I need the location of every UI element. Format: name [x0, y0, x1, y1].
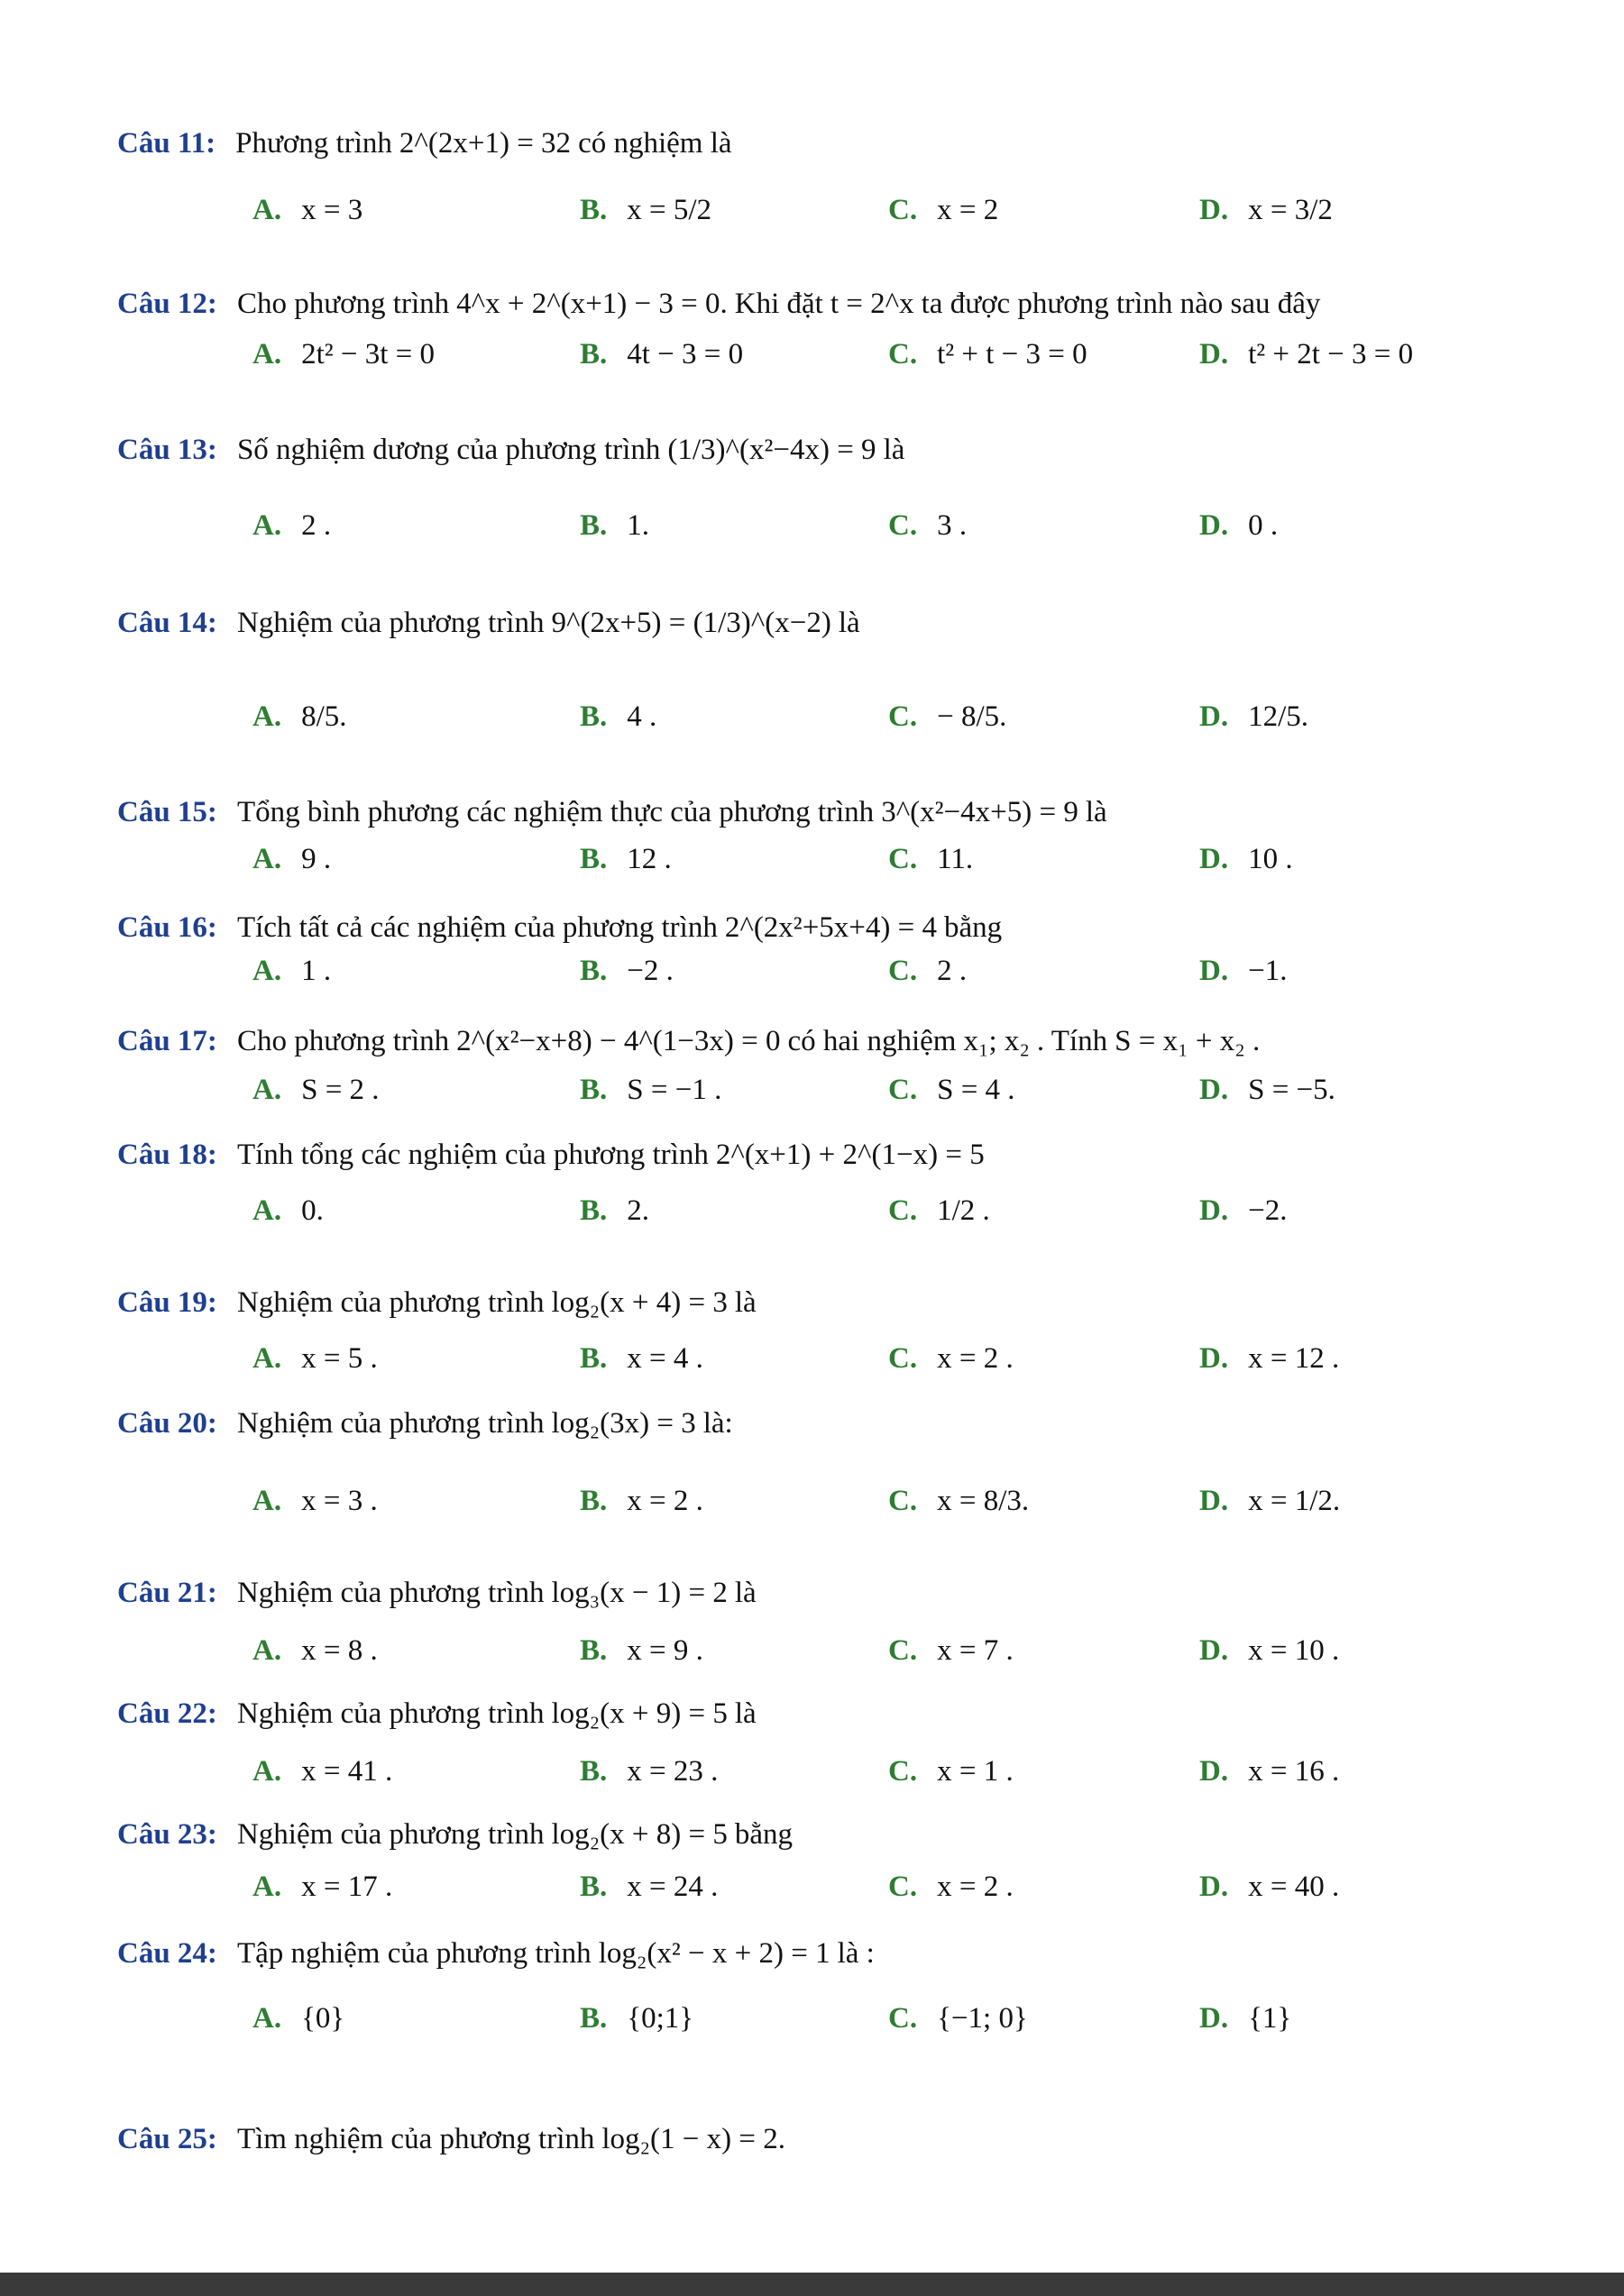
option-a[interactable] — [252, 939, 338, 1002]
option-label: A. — [252, 1073, 282, 1106]
option-b[interactable] — [580, 685, 664, 748]
question-label: Câu 25: — [117, 2122, 217, 2155]
option-a[interactable] — [252, 1855, 399, 1918]
option-label: D. — [1199, 1341, 1229, 1375]
option-value: − 8/5. — [937, 700, 1007, 733]
option-value: x = 3 . — [301, 1484, 378, 1517]
equation: 9^(2x+5) = (1/3)^(x−2) — [551, 606, 831, 639]
option-label: C. — [888, 954, 918, 987]
stem-text: Nghiệm của phương trình — [236, 1406, 545, 1440]
option-value: 2t² − 3t = 0 — [301, 337, 436, 370]
equation: 3^(x²−4x+5) = 9 — [881, 795, 1078, 828]
option-label: B. — [580, 954, 608, 987]
option-label: D. — [1199, 700, 1229, 733]
option-a[interactable] — [252, 1179, 331, 1242]
option-value: x = 8 . — [301, 1633, 378, 1667]
option-label: C. — [888, 2001, 918, 2035]
option-d[interactable] — [1199, 939, 1294, 1002]
option-b[interactable] — [580, 323, 750, 386]
option-b[interactable] — [580, 1619, 711, 1682]
option-label: C. — [888, 1194, 918, 1227]
option-a[interactable] — [252, 1058, 387, 1121]
option-value: x = 7 . — [937, 1633, 1014, 1667]
option-label: D. — [1199, 193, 1229, 226]
stem-text: là: — [702, 1406, 733, 1440]
option-value: x = 23 . — [627, 1754, 719, 1788]
option-c[interactable] — [888, 494, 974, 557]
option-c[interactable] — [888, 1469, 1036, 1532]
stem-text: là — [838, 606, 860, 639]
option-c[interactable] — [888, 1327, 1021, 1390]
option-label: B. — [580, 842, 608, 875]
option-d[interactable] — [1199, 1855, 1346, 1918]
option-value: x = 40 . — [1248, 1870, 1340, 1903]
option-label: D. — [1199, 1484, 1229, 1517]
stem-text: Cho phương trình — [236, 287, 450, 320]
stem-text: Nghiệm của phương trình — [236, 1285, 545, 1319]
options-row — [0, 1619, 1624, 1682]
option-value: 12/5. — [1248, 700, 1309, 733]
option-d[interactable] — [1199, 178, 1340, 242]
stem-text: Tính tổng các nghiệm của phương trình — [236, 1138, 709, 1171]
option-label: A. — [252, 1341, 282, 1375]
option-value: 8/5. — [301, 700, 347, 733]
option-value: 1 . — [301, 954, 332, 987]
equation: t = 2^x — [830, 287, 914, 320]
options-row — [0, 1179, 1624, 1242]
equation: log₂(x + 9) = 5 — [551, 1697, 728, 1730]
option-value: 11. — [937, 842, 974, 875]
option-label: B. — [580, 1194, 608, 1227]
option-value: −2 . — [627, 954, 674, 987]
option-b[interactable] — [580, 1058, 729, 1121]
option-label: C. — [888, 1484, 918, 1517]
option-label: D. — [1199, 337, 1229, 370]
option-label: C. — [888, 193, 918, 226]
option-c[interactable] — [888, 828, 980, 891]
option-value: x = 2 — [937, 193, 999, 226]
stem-text: Tích tất cả các nghiệm của phương trình — [236, 910, 718, 944]
option-value: S = −1 . — [627, 1073, 722, 1106]
options-row — [0, 1327, 1624, 1390]
stem-text: Nghiệm của phương trình — [236, 1697, 545, 1730]
question-stem — [117, 591, 860, 654]
option-value: S = 2 . — [301, 1073, 380, 1106]
option-label: A. — [252, 2001, 282, 2035]
option-d[interactable] — [1199, 1987, 1298, 2050]
option-d[interactable] — [1199, 494, 1285, 557]
option-d[interactable] — [1199, 1179, 1294, 1242]
option-a[interactable] — [252, 685, 354, 748]
option-c[interactable] — [888, 1987, 1035, 2050]
option-value: 0 . — [1248, 508, 1279, 542]
equation: 2^(x²−x+8) − 4^(1−3x) = 0 — [456, 1024, 781, 1057]
equation: 4^x + 2^(x+1) − 3 = 0. — [456, 287, 728, 320]
option-value: x = 24 . — [627, 1870, 719, 1903]
option-b[interactable] — [580, 494, 656, 557]
question-14 — [0, 591, 1624, 654]
option-value: x = 2 . — [627, 1484, 703, 1517]
option-label: A. — [252, 337, 282, 370]
option-label: D. — [1199, 508, 1229, 542]
stem-text: Tập nghiệm của phương trình — [236, 1936, 592, 1970]
option-value: x = 2 . — [937, 1341, 1014, 1375]
option-value: x = 3 — [301, 193, 363, 226]
options-row — [0, 828, 1624, 891]
option-c[interactable] — [888, 1058, 1023, 1121]
option-b[interactable] — [580, 1987, 701, 2050]
option-label: B. — [580, 1073, 608, 1106]
option-label: A. — [252, 1194, 282, 1227]
option-label: A. — [252, 1870, 282, 1903]
stem-text: Nghiệm của phương trình — [236, 606, 545, 639]
stem-text: bằng — [734, 1817, 793, 1851]
option-d[interactable] — [1199, 1058, 1343, 1121]
option-value: t² + t − 3 = 0 — [937, 337, 1087, 370]
option-label: C. — [888, 1073, 918, 1106]
option-b[interactable] — [580, 828, 679, 891]
option-value: {−1; 0} — [937, 2001, 1028, 2035]
equation: log₂(1 − x) = 2. — [601, 2122, 785, 2155]
option-label: D. — [1199, 1073, 1229, 1106]
question-stem — [117, 1392, 733, 1455]
options-row — [0, 939, 1624, 1002]
question-label: Câu 19: — [117, 1285, 217, 1319]
stem-text: là — [734, 1576, 757, 1609]
option-value: x = 16 . — [1248, 1754, 1340, 1788]
option-c[interactable] — [888, 1179, 997, 1242]
options-row — [0, 1740, 1624, 1803]
option-value: 2 . — [301, 508, 332, 542]
option-d[interactable] — [1199, 828, 1300, 891]
options-row — [0, 178, 1624, 242]
option-c[interactable] — [888, 178, 1005, 242]
options-row — [0, 1855, 1624, 1918]
option-label: B. — [580, 1341, 608, 1375]
option-label: D. — [1199, 842, 1229, 875]
option-label: A. — [252, 842, 282, 875]
option-value: 1. — [627, 508, 650, 542]
options-row — [0, 1469, 1624, 1532]
option-value: x = 2 . — [937, 1870, 1014, 1903]
option-a[interactable] — [252, 1987, 352, 2050]
option-b[interactable] — [580, 939, 681, 1002]
option-value: x = 9 . — [627, 1633, 703, 1667]
options-row — [0, 494, 1624, 557]
option-a[interactable] — [252, 323, 442, 386]
option-a[interactable] — [252, 178, 370, 242]
option-label: D. — [1199, 2001, 1229, 2035]
stem-text: Tổng bình phương các nghiệm thực của phương trình — [236, 795, 875, 828]
question-label: Câu 15: — [117, 795, 217, 828]
option-value: x = 5/2 — [627, 193, 712, 226]
option-label: A. — [252, 954, 282, 987]
question-label: Câu 22: — [117, 1697, 217, 1730]
stem-text: là — [1085, 795, 1107, 828]
equation: S = x₁ + x₂ . — [1115, 1024, 1261, 1057]
equation: 2^(2x+1) = 32 — [399, 126, 572, 160]
question-11 — [0, 112, 1624, 175]
equation: log₂(x² − x + 2) = 1 — [598, 1936, 830, 1970]
option-value: x = 3/2 — [1248, 193, 1333, 226]
question-stem — [117, 1271, 757, 1334]
stem-text: Khi đặt — [734, 287, 823, 320]
options-row — [0, 1058, 1624, 1121]
option-label: B. — [580, 1484, 608, 1517]
question-18 — [0, 1123, 1624, 1186]
option-value: x = 4 . — [627, 1341, 703, 1375]
equation: 2^(x+1) + 2^(1−x) = 5 — [715, 1138, 985, 1171]
stem-text: có hai nghiệm — [787, 1024, 957, 1057]
stem-text: là — [734, 1285, 757, 1319]
option-label: A. — [252, 1484, 282, 1517]
option-label: B. — [580, 1754, 608, 1788]
option-label: D. — [1199, 1194, 1229, 1227]
option-d[interactable] — [1199, 685, 1316, 748]
option-d[interactable] — [1199, 1740, 1346, 1803]
option-label: A. — [252, 1633, 282, 1667]
option-value: t² + 2t − 3 = 0 — [1248, 337, 1414, 370]
option-label: C. — [888, 1341, 918, 1375]
option-c[interactable] — [888, 1855, 1021, 1918]
option-label: B. — [580, 1633, 608, 1667]
question-stem — [117, 1682, 757, 1745]
option-value: 4 . — [627, 700, 657, 733]
question-20 — [0, 1392, 1624, 1455]
option-a[interactable] — [252, 494, 338, 557]
option-value: 1/2 . — [937, 1194, 990, 1227]
options-row — [0, 323, 1624, 386]
equation: log₃(x − 1) = 2 — [551, 1576, 728, 1609]
option-b[interactable] — [580, 1469, 711, 1532]
question-label: Câu 17: — [117, 1024, 217, 1057]
question-19 — [0, 1271, 1624, 1334]
option-label: C. — [888, 337, 918, 370]
option-b[interactable] — [580, 1327, 711, 1390]
question-label: Câu 21: — [117, 1576, 217, 1609]
option-label: D. — [1199, 954, 1229, 987]
equation: log₂(3x) = 3 — [551, 1406, 696, 1440]
option-a[interactable] — [252, 1327, 385, 1390]
option-a[interactable] — [252, 828, 338, 891]
question-label: Câu 11: — [117, 126, 216, 160]
option-label: B. — [580, 2001, 608, 2035]
option-value: 2 . — [937, 954, 968, 987]
options-row — [0, 685, 1624, 748]
option-label: A. — [252, 193, 282, 226]
stem-text: có nghiệm là — [578, 126, 732, 160]
option-label: C. — [888, 1870, 918, 1903]
option-value: x = 5 . — [301, 1341, 378, 1375]
option-label: B. — [580, 508, 608, 542]
option-value: x = 1 . — [937, 1754, 1014, 1788]
option-c[interactable] — [888, 685, 1014, 748]
option-label: D. — [1199, 1870, 1229, 1903]
option-b[interactable] — [580, 1179, 656, 1242]
option-b[interactable] — [580, 1855, 725, 1918]
options-row — [0, 1987, 1624, 2050]
option-label: D. — [1199, 1754, 1229, 1788]
stem-text: Số nghiệm dương của phương trình — [236, 433, 661, 466]
question-label: Câu 23: — [117, 1817, 217, 1851]
question-stem — [117, 2108, 793, 2171]
equation: log₂(x + 4) = 3 — [551, 1285, 728, 1319]
question-label: Câu 18: — [117, 1138, 217, 1171]
option-label: C. — [888, 700, 918, 733]
option-a[interactable] — [252, 1469, 385, 1532]
option-d[interactable] — [1199, 1469, 1347, 1532]
question-25 — [0, 2108, 1624, 2171]
option-label: B. — [580, 1870, 608, 1903]
option-value: {1} — [1248, 2001, 1292, 2035]
option-value: 0. — [301, 1194, 324, 1227]
equation: 2^(2x²+5x+4) = 4 — [724, 910, 938, 944]
option-value: {0} — [301, 2001, 345, 2035]
question-24 — [0, 1922, 1624, 1985]
option-value: −1. — [1248, 954, 1288, 987]
option-value: {0;1} — [627, 2001, 694, 2035]
option-d[interactable] — [1199, 1327, 1346, 1390]
option-d[interactable] — [1199, 1619, 1346, 1682]
option-value: 9 . — [301, 842, 332, 875]
option-c[interactable] — [888, 1740, 1021, 1803]
option-label: A. — [252, 1754, 282, 1788]
stem-text: là — [883, 433, 905, 466]
option-value: x = 10 . — [1248, 1633, 1340, 1667]
stem-text: ta được phương trình nào sau đây — [921, 287, 1321, 320]
option-value: S = 4 . — [937, 1073, 1015, 1106]
question-21 — [0, 1561, 1624, 1624]
option-b[interactable] — [580, 1740, 725, 1803]
option-label: D. — [1199, 1633, 1229, 1667]
stem-text: Nghiệm của phương trình — [236, 1576, 545, 1609]
option-label: C. — [888, 1754, 918, 1788]
equation: x₁; x₂ — [963, 1024, 1030, 1057]
option-value: 12 . — [627, 842, 672, 875]
option-value: 2. — [627, 1194, 650, 1227]
option-value: x = 1/2. — [1248, 1484, 1341, 1517]
option-value: x = 8/3. — [937, 1484, 1030, 1517]
option-label: B. — [580, 193, 608, 226]
option-label: B. — [580, 700, 608, 733]
stem-text: Tìm nghiệm của phương trình — [236, 2122, 595, 2155]
option-d[interactable] — [1199, 323, 1420, 386]
question-label: Câu 24: — [117, 1936, 217, 1970]
equation: (1/3)^(x²−4x) = 9 — [667, 433, 876, 466]
stem-text: Nghiệm của phương trình — [236, 1817, 545, 1851]
option-label: A. — [252, 508, 282, 542]
option-b[interactable] — [580, 178, 719, 242]
option-label: A. — [252, 700, 282, 733]
stem-text: là : — [837, 1936, 875, 1970]
bottom-edge-bar — [0, 2273, 1624, 2296]
option-c[interactable] — [888, 1619, 1021, 1682]
question-stem — [117, 1123, 992, 1186]
option-value: 3 . — [937, 508, 968, 542]
question-13 — [0, 418, 1624, 481]
option-label: C. — [888, 1633, 918, 1667]
option-a[interactable] — [252, 1740, 399, 1803]
option-a[interactable] — [252, 1619, 385, 1682]
stem-text: Cho phương trình — [236, 1024, 450, 1057]
question-stem — [117, 418, 904, 481]
option-label: C. — [888, 508, 918, 542]
question-label: Câu 20: — [117, 1406, 217, 1440]
question-stem — [117, 1561, 757, 1624]
option-label: B. — [580, 337, 608, 370]
question-stem — [117, 1922, 875, 1985]
question-stem — [117, 112, 732, 175]
stem-text: bằng — [944, 910, 1003, 944]
option-c[interactable] — [888, 323, 1095, 386]
option-c[interactable] — [888, 939, 974, 1002]
option-value: x = 12 . — [1248, 1341, 1340, 1375]
question-label: Câu 16: — [117, 910, 217, 944]
option-value: S = −5. — [1248, 1073, 1335, 1106]
stem-text: Phương trình — [235, 126, 392, 160]
option-value: x = 41 . — [301, 1754, 393, 1788]
stem-text: là — [734, 1697, 757, 1730]
question-22 — [0, 1682, 1624, 1745]
stem-text: . Tính — [1036, 1024, 1108, 1057]
question-label: Câu 12: — [117, 287, 217, 320]
question-label: Câu 13: — [117, 433, 217, 466]
equation: log₂(x + 8) = 5 — [551, 1817, 728, 1851]
question-label: Câu 14: — [117, 606, 217, 639]
option-value: −2. — [1248, 1194, 1288, 1227]
option-value: 10 . — [1248, 842, 1293, 875]
option-label: C. — [888, 842, 918, 875]
option-value: x = 17 . — [301, 1870, 393, 1903]
option-value: 4t − 3 = 0 — [627, 337, 744, 370]
